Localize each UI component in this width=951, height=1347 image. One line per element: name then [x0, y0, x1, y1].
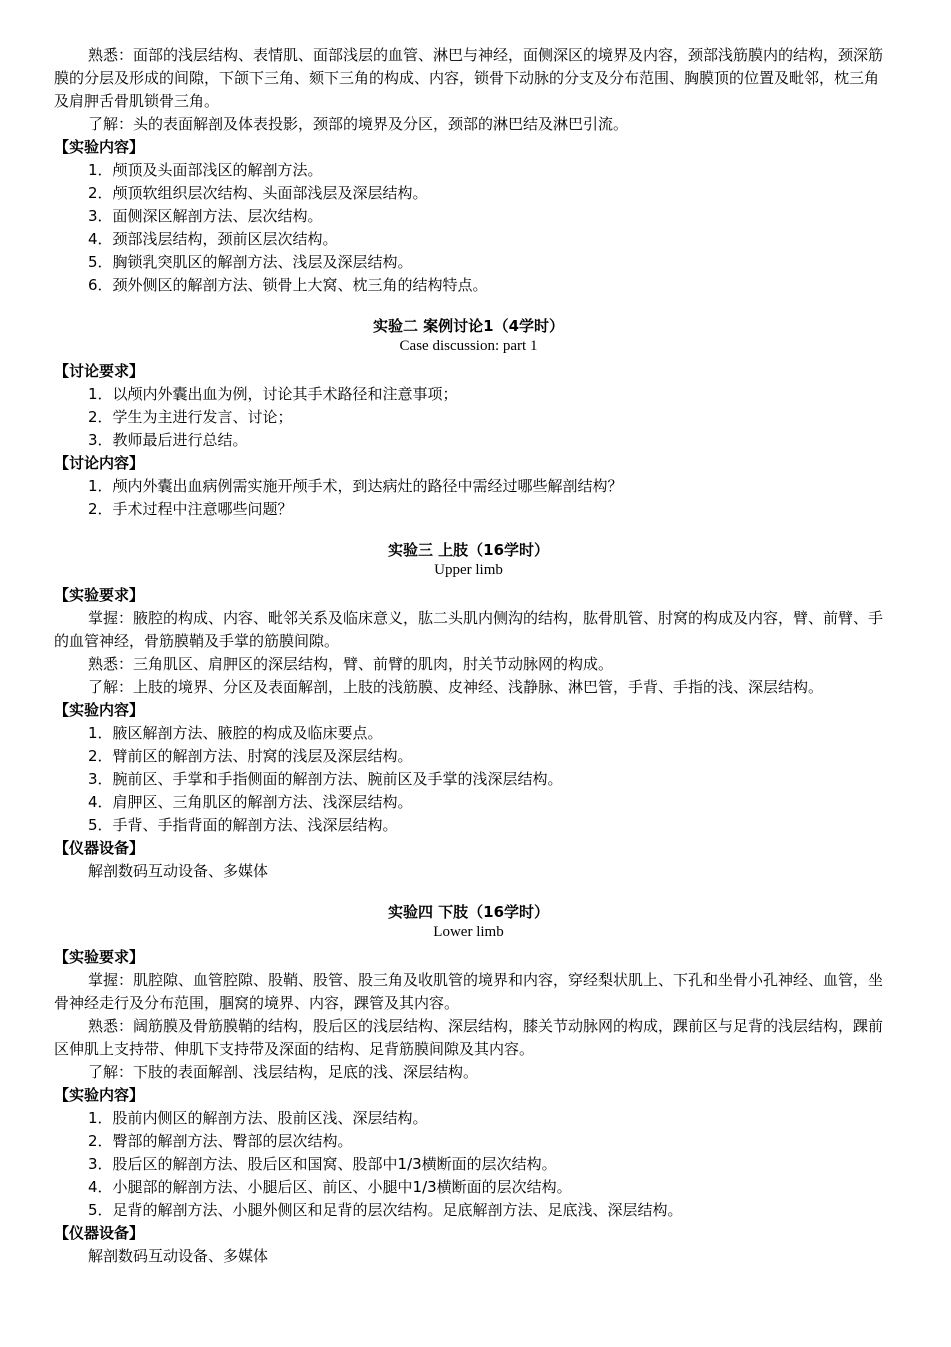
- list-item: 4．颈部浅层结构，颈前区层次结构。: [88, 230, 338, 248]
- list-item: 4．肩胛区、三角肌区的解剖方法、浅深层结构。: [88, 793, 413, 811]
- sec4-equip: 解剖数码互动设备、多媒体: [88, 1247, 269, 1265]
- list-item: 6．颈外侧区的解剖方法、锁骨上大窝、枕三角的结构特点。: [88, 276, 488, 294]
- sec4-content-header: 【实验内容】: [54, 1086, 145, 1104]
- list-item: 2．臀部的解剖方法、臀部的层次结构。: [88, 1132, 353, 1150]
- list-item: 5．手背、手指背面的解剖方法、浅深层结构。: [88, 816, 398, 834]
- sec3-understand: 了解：上肢的境界、分区及表面解剖，上肢的浅筋膜、皮神经、浅静脉、淋巴管，手背、手指的浅、深层结构。: [88, 678, 824, 696]
- sec3-req-header: 【实验要求】: [54, 586, 145, 604]
- list-item: 2．学生为主进行发言、讨论；: [88, 408, 293, 426]
- sec2-title: 实验二 案例讨论1（4学时）: [372, 317, 565, 335]
- list-item: 2．手术过程中注意哪些问题？: [88, 500, 293, 518]
- sec2-subtitle: Case discussion: part 1: [399, 338, 538, 354]
- sec3-equip-header: 【仪器设备】: [54, 839, 145, 857]
- sec4-understand: 了解：下肢的表面解剖、浅层结构，足底的浅、深层结构。: [88, 1063, 479, 1081]
- sec4-familiar: 熟悉：阔筋膜及骨筋膜鞘的结构，股后区的浅层结构、深层结构，膝关节动脉网的构成，踝前区与足背的浅层结构，踝前区伸肌上支持带、伸肌下支持带及深面的结构、足背筋膜间隙及其内容。: [54, 1017, 884, 1058]
- sec3-subtitle: Upper limb: [434, 562, 503, 578]
- list-item: 3．教师最后进行总结。: [88, 431, 248, 449]
- list-item: 4．小腿部的解剖方法、小腿后区、前区、小腿中1/3横断面的层次结构。: [88, 1178, 572, 1196]
- sec4-equip-header: 【仪器设备】: [54, 1224, 145, 1242]
- sec3-master: 掌握：腋腔的构成、内容、毗邻关系及临床意义，肱二头肌内侧沟的结构，肱骨肌管、肘窝的构成及内容，臂、前臂、手的血管神经，骨筋膜鞘及手掌的筋膜间隙。: [54, 609, 884, 650]
- list-item: 1．颅内外囊出血病例需实施开颅手术，到达病灶的路径中需经过哪些解剖结构？: [88, 477, 623, 495]
- sec2-content-header: 【讨论内容】: [54, 454, 145, 472]
- sec4-title: 实验四 下肢（16学时）: [387, 903, 550, 921]
- sec4-master: 掌握：肌腔隙、血管腔隙、股鞘、股管、股三角及收肌管的境界和内容，穿经梨状肌上、下孔和坐骨小孔神经、血管，坐骨神经走行及分布范围，腘窝的境界、内容，踝管及其内容。: [54, 971, 884, 1012]
- list-item: 5．胸锁乳突肌区的解剖方法、浅层及深层结构。: [88, 253, 413, 271]
- sec2-req-header: 【讨论要求】: [54, 362, 145, 380]
- list-item: 5．足背的解剖方法、小腿外侧区和足背的层次结构。足底解剖方法、足底浅、深层结构。: [88, 1201, 683, 1219]
- intro-familiar: 熟悉：面部的浅层结构、表情肌、面部浅层的血管、淋巴与神经，面侧深区的境界及内容，颈部浅筋膜内的结构，颈深筋膜的分层及形成的间隙，下颌下三角、颏下三角的构成、内容，锁骨下动脉的分支及分布范围、胸膜顶的位置及毗邻，枕三角及肩胛舌骨肌锁骨三角。: [54, 46, 884, 110]
- list-item: 1．颅顶及头面部浅区的解剖方法。: [88, 161, 323, 179]
- intro-understand: 了解：头的表面解剖及体表投影，颈部的境界及分区，颈部的淋巴结及淋巴引流。: [88, 115, 629, 133]
- list-item: 3．股后区的解剖方法、股后区和国窝、股部中1/3横断面的层次结构。: [88, 1155, 557, 1173]
- list-item: 1．股前内侧区的解剖方法、股前区浅、深层结构。: [88, 1109, 428, 1127]
- sec3-equip: 解剖数码互动设备、多媒体: [88, 862, 269, 880]
- list-item: 1．以颅内外囊出血为例，讨论其手术路径和注意事项；: [88, 385, 458, 403]
- list-item: 2．颅顶软组织层次结构、头面部浅层及深层结构。: [88, 184, 428, 202]
- sec1-content-header: 【实验内容】: [54, 138, 145, 156]
- sec4-subtitle: Lower limb: [433, 924, 504, 940]
- sec4-req-header: 【实验要求】: [54, 948, 145, 966]
- list-item: 3．面侧深区解剖方法、层次结构。: [88, 207, 323, 225]
- sec3-content-header: 【实验内容】: [54, 701, 145, 719]
- list-item: 2．臂前区的解剖方法、肘窝的浅层及深层结构。: [88, 747, 413, 765]
- sec3-title: 实验三 上肢（16学时）: [387, 541, 550, 559]
- list-item: 1．腋区解剖方法、腋腔的构成及临床要点。: [88, 724, 383, 742]
- list-item: 3．腕前区、手掌和手指侧面的解剖方法、腕前区及手掌的浅深层结构。: [88, 770, 563, 788]
- sec3-familiar: 熟悉：三角肌区、肩胛区的深层结构，臂、前臂的肌肉，肘关节动脉网的构成。: [88, 655, 614, 673]
